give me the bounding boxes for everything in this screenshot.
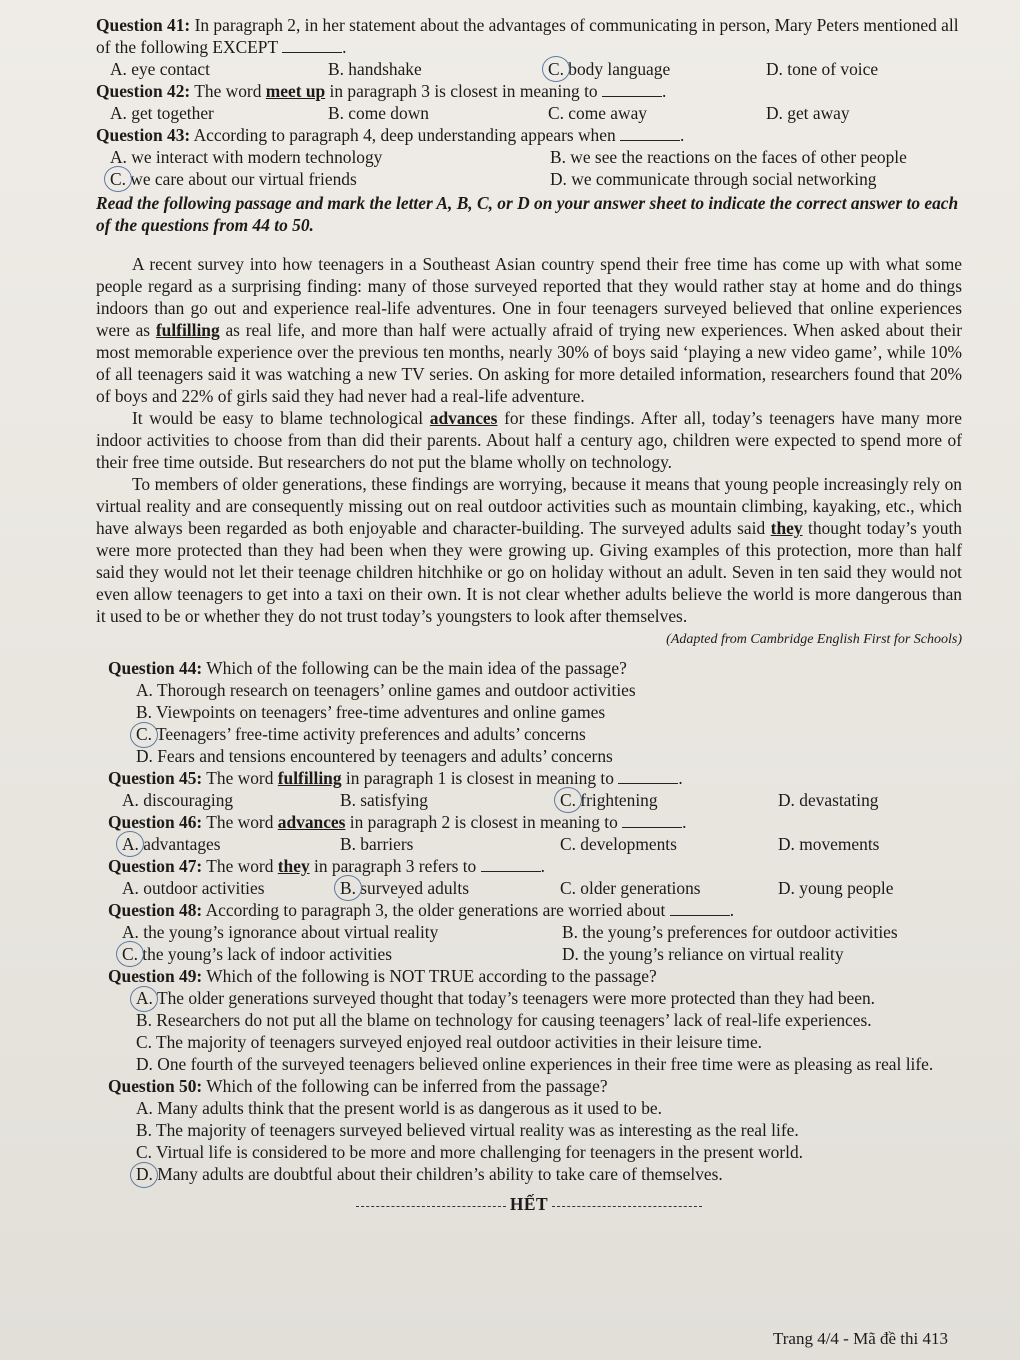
option-c: C. developments [560, 834, 677, 855]
paragraph-text: A recent survey into how teenagers in a Southeast Asian country spend their free time has come up with what some people regard as a surprising finding: many of those surveyed reported that they would rather stay at home and do things indoors than go out and experience real-life adventures. One in four teenagers surveyed believed that online experiences were as [96, 254, 962, 341]
option-a: A. discouraging [122, 790, 234, 811]
option-c: C. come away [548, 103, 647, 123]
option-c: C. The majority of teenagers surveyed enjoyed real outdoor activities in their leisure time. [136, 1032, 763, 1053]
question-number: Question 46: [108, 812, 203, 833]
question-number: Question 41: [96, 15, 191, 35]
question-text: Which of the following can be inferred from the passage? [206, 1076, 608, 1097]
option-a: A. get together [110, 103, 214, 123]
option-d: D. the young’s reliance on virtual reality [562, 944, 844, 965]
underlined-word: they [770, 518, 803, 539]
divider [356, 1206, 506, 1207]
option-d: D. we communicate through social networking [550, 169, 877, 189]
end-marker [96, 1193, 962, 1215]
source-suffix: ) [957, 632, 962, 648]
question-number: Question 44: [108, 658, 203, 679]
answer-blank [622, 827, 682, 828]
option-b: B. Researchers do not put all the blame on technology for causing teenagers’ lack of real-life experiences. [136, 1010, 872, 1031]
question-text: According to paragraph 4, deep understanding appears when [193, 125, 616, 145]
options-46 [108, 833, 962, 855]
question-49 [108, 965, 962, 987]
question-text: in paragraph 2 is closest in meaning to [349, 812, 618, 833]
question-43: Question 43: According to paragraph 4, deep understanding appears when . [96, 125, 685, 145]
option-a [108, 987, 962, 1009]
option-d: D. Fears and tensions encountered by teenagers and adults’ concerns [136, 746, 613, 767]
option-c: C. older generations [560, 878, 701, 899]
end-text: HẾT [509, 1194, 549, 1215]
option-c-circled: C. frightening [560, 789, 778, 811]
paragraph-text: thought today’s youth were more protected than they had been when they were growing up. Giving examples of this protection, more than half said they would not let their teenage children hitchhike or go on holiday without an adult. Seven in ten said they would not even allow teenagers to get into a taxi on their own. It is not clear whether adults believe the world is more dangerous than it used to be or whether they do not trust today’s youngsters to look after themselves. [96, 518, 962, 627]
page-footer: Trang 4/4 - Mã đề thi 413 [772, 1329, 948, 1348]
option-a: A. the young’s ignorance about virtual reality [122, 922, 439, 943]
option-a: A. eye contact [110, 59, 210, 79]
option-a: A. Thorough research on teenagers’ online games and outdoor activities [136, 680, 636, 701]
option-a-circled: A. advantages [122, 833, 340, 855]
source-prefix: (Adapted from [666, 632, 747, 648]
question-text: The word [206, 812, 274, 833]
question-number: Question 45: [108, 768, 203, 789]
answer-blank [282, 52, 342, 53]
divider [552, 1206, 702, 1207]
question-number: Question 42: [96, 81, 191, 101]
paragraph-text: To members of older generations, these findings are worrying, because it means that young people increasingly rely on virtual reality and are consequently missing out on real outdoor activities such as mountain climbing, kayaking, etc., which have always been regarded as both enjoyable and character-building. The surveyed adults said [96, 474, 962, 539]
option-a: A. we interact with modern technology [110, 147, 383, 167]
underlined-word: advances [277, 812, 346, 833]
underlined-word: they [277, 856, 310, 877]
question-text: The word [206, 768, 274, 789]
question-number: Question 47: [108, 856, 203, 877]
question-50 [108, 1075, 962, 1097]
option-a: A. outdoor activities [122, 878, 265, 899]
answer-blank [670, 915, 730, 916]
option-d: D. movements [778, 834, 880, 855]
option-a: A. Many adults think that the present world is as dangerous as it used to be. [136, 1098, 662, 1119]
answer-blank [602, 96, 662, 97]
options-48 [108, 921, 962, 965]
question-text: Which of the following can be the main idea of the passage? [206, 658, 627, 679]
option-b: B. come down [328, 103, 429, 123]
option-c: C. Virtual life is considered to be more and more challenging for teenagers in the present world. [136, 1142, 803, 1163]
option-b: B. satisfying [340, 790, 428, 811]
question-text: in paragraph 1 is closest in meaning to [345, 768, 614, 789]
options-43 [96, 146, 962, 190]
options-41 [96, 58, 962, 80]
answer-blank [620, 140, 680, 141]
options-47 [108, 877, 962, 899]
passage-paragraph-3 [96, 473, 962, 627]
question-text: According to paragraph 3, the older generations are worried about [205, 900, 666, 921]
option-b: B. we see the reactions on the faces of other people [550, 147, 907, 167]
question-47: Question 47: The word they in paragraph 3 refers to . [108, 856, 545, 877]
option-d: D. tone of voice [766, 59, 879, 79]
question-44 [108, 657, 962, 679]
source-title: Cambridge English First for Schools [750, 632, 958, 648]
question-46: Question 46: The word advances in paragraph 2 is closest in meaning to . [108, 812, 687, 833]
options-42 [96, 102, 962, 124]
instruction: Read the following passage and mark the letter A, B, C, or D on your answer sheet to indicate the correct answer to each of the questions from 44 to 50. [96, 193, 959, 235]
option-a-circled: A. The older generations surveyed thought that today’s teenagers were more protected than they had been. [136, 988, 876, 1009]
underlined-word: meet up [265, 81, 326, 101]
source-citation [96, 629, 962, 651]
option-b: B. Viewpoints on teenagers’ free-time adventures and online games [136, 702, 606, 723]
option-b: B. barriers [340, 834, 414, 855]
option-d-circled: D. Many adults are doubtful about their children’s ability to take care of themselves. [136, 1164, 723, 1185]
option-b-circled: B. surveyed adults [340, 877, 560, 899]
question-41: Question 41: In paragraph 2, in her statement about the advantages of communicating in person, Mary Peters mentioned all of the following EXCEPT . [96, 15, 959, 57]
question-text: in paragraph 3 is closest in meaning to [329, 81, 598, 101]
question-45: Question 45: The word fulfilling in paragraph 1 is closest in meaning to . [108, 768, 683, 789]
underlined-word: fulfilling [155, 320, 220, 341]
options-45 [108, 789, 962, 811]
option-d [108, 1163, 962, 1185]
question-number: Question 43: [96, 125, 191, 145]
underlined-word: advances [429, 408, 498, 429]
question-48: Question 48: According to paragraph 3, the older generations are worried about . [108, 900, 735, 921]
option-c-circled: C. the young’s lack of indoor activities [122, 943, 562, 965]
option-b: B. the young’s preferences for outdoor activities [562, 922, 898, 943]
question-text: The word [194, 81, 262, 101]
option-c-circled: C. body language [548, 58, 766, 80]
passage-paragraph-2 [96, 407, 962, 473]
option-d: D. get away [766, 103, 850, 123]
passage-paragraph-1 [96, 253, 962, 407]
question-text: The word [206, 856, 274, 877]
option-d: D. devastating [778, 790, 879, 811]
option-c-circled: C. Teenagers’ free-time activity preferences and adults’ concerns [136, 724, 586, 745]
answer-blank [481, 871, 541, 872]
paragraph-text: as real life, and more than half were actually afraid of trying new experiences. When asked about their most memorable experience over the previous ten months, nearly 30% of boys said ‘playing a new video game’, while 10% of all teenagers said it was watching a new TV series. On asking for more detailed information, researchers found that 20% of boys and 22% of girls said they had never had a real-life adventure. [96, 320, 962, 407]
option-b: B. handshake [328, 59, 422, 79]
question-text: Which of the following is NOT TRUE according to the passage? [206, 966, 657, 987]
option-c-circled: C. we care about our virtual friends [110, 168, 550, 190]
paragraph-text: for these findings. After all, today’s teenagers have many more indoor activities to choose from than did their parents. About half a century ago, children were expected to spend more of their free time outside. But researchers do not put the blame wholly on technology. [96, 408, 962, 473]
question-number: Question 48: [108, 900, 203, 921]
answer-blank [618, 783, 678, 784]
question-42: Question 42: The word meet up in paragraph 3 is closest in meaning to . [96, 81, 667, 101]
question-number: Question 50: [108, 1076, 203, 1097]
option-c [108, 723, 962, 745]
paragraph-text: It would be easy to blame technological [132, 408, 424, 429]
question-text: in paragraph 3 refers to [314, 856, 477, 877]
question-number: Question 49: [108, 966, 203, 987]
question-text: In paragraph 2, in her statement about the advantages of communicating in person, Mary Peters mentioned all of the following EXCEPT [96, 15, 959, 57]
questions-44-50 [108, 657, 962, 1185]
option-d: D. young people [778, 878, 894, 899]
underlined-word: fulfilling [277, 768, 342, 789]
option-b: B. The majority of teenagers surveyed believed virtual reality was as interesting as the real life. [136, 1120, 799, 1141]
option-d: D. One fourth of the surveyed teenagers believed online experiences in their free time were as pleasing as real life. [136, 1054, 934, 1075]
